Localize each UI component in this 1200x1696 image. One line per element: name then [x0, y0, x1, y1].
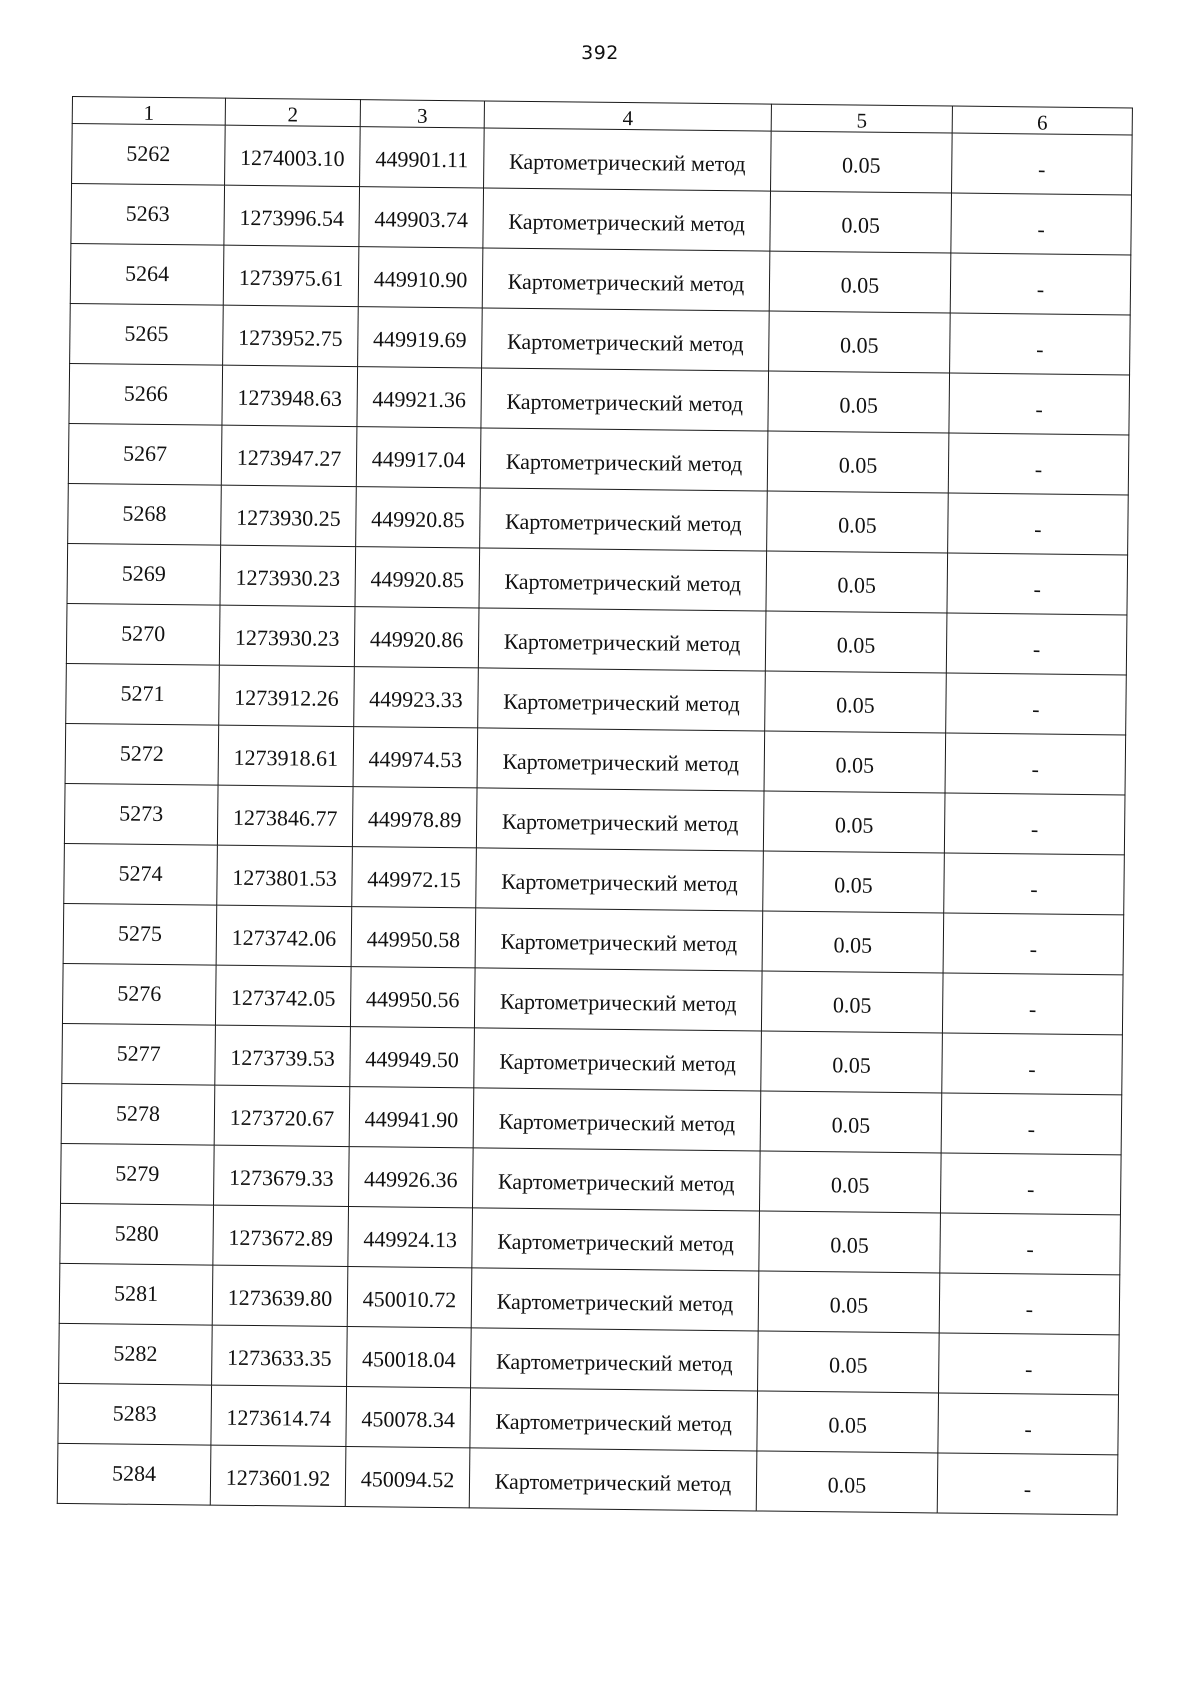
note-cell: -: [944, 793, 1125, 855]
method-cell: Картометрический метод: [478, 608, 766, 671]
y-coordinate-cell: 449901.11: [360, 127, 485, 188]
point-number-cell: 5273: [64, 783, 218, 845]
x-coordinate-cell: 1273739.53: [215, 1025, 351, 1086]
y-coordinate-cell: 449924.13: [348, 1207, 473, 1268]
point-number-cell: 5276: [62, 963, 216, 1025]
x-coordinate-cell: 1273633.35: [212, 1325, 348, 1386]
point-number-cell: 5264: [70, 243, 224, 305]
accuracy-cell: 0.05: [759, 1151, 941, 1213]
page-number: 392: [581, 42, 619, 64]
method-cell: Картометрический метод: [476, 788, 764, 851]
note-cell: -: [951, 193, 1132, 255]
method-cell: Картометрический метод: [483, 188, 771, 251]
method-cell: Картометрический метод: [482, 248, 770, 311]
note-cell: -: [946, 613, 1127, 675]
x-coordinate-cell: 1273679.33: [214, 1145, 350, 1206]
note-cell: -: [949, 373, 1130, 435]
note-cell: -: [940, 1153, 1121, 1215]
y-coordinate-cell: 449920.86: [354, 607, 479, 668]
method-cell: Картометрический метод: [470, 1388, 758, 1451]
x-coordinate-cell: 1273614.74: [211, 1385, 347, 1446]
coordinates-table: [57, 96, 1133, 1515]
method-cell: Картометрический метод: [473, 1088, 761, 1151]
note-cell: -: [945, 733, 1126, 795]
accuracy-cell: 0.05: [761, 1031, 943, 1093]
column-header-6: 6: [952, 106, 1132, 135]
note-cell: -: [948, 433, 1129, 495]
note-cell: -: [952, 133, 1133, 195]
point-number-cell: 5272: [65, 723, 219, 785]
accuracy-cell: 0.05: [765, 611, 947, 673]
x-coordinate-cell: 1273975.61: [223, 245, 359, 306]
column-header-2: 2: [225, 98, 360, 126]
x-coordinate-cell: 1273672.89: [213, 1205, 349, 1266]
accuracy-cell: 0.05: [769, 311, 951, 373]
method-cell: Картометрический метод: [472, 1208, 760, 1271]
y-coordinate-cell: 450010.72: [347, 1267, 472, 1328]
method-cell: Картометрический метод: [482, 308, 770, 371]
method-cell: Картометрический метод: [480, 428, 768, 491]
x-coordinate-cell: 1273948.63: [222, 365, 358, 426]
note-cell: -: [939, 1273, 1120, 1335]
accuracy-cell: 0.05: [756, 1451, 938, 1513]
note-cell: -: [950, 313, 1131, 375]
accuracy-cell: 0.05: [770, 191, 952, 253]
note-cell: -: [944, 853, 1125, 915]
accuracy-cell: 0.05: [757, 1391, 939, 1453]
y-coordinate-cell: 450018.04: [347, 1327, 472, 1388]
x-coordinate-cell: 1273846.77: [217, 785, 353, 846]
accuracy-cell: 0.05: [760, 1091, 942, 1153]
method-cell: Картометрический метод: [480, 488, 768, 551]
x-coordinate-cell: 1273930.23: [219, 605, 355, 666]
x-coordinate-cell: 1273742.06: [216, 905, 352, 966]
note-cell: -: [942, 973, 1123, 1035]
accuracy-cell: 0.05: [766, 551, 948, 613]
y-coordinate-cell: 449950.58: [351, 907, 476, 968]
method-cell: Картометрический метод: [474, 968, 762, 1031]
method-cell: Картометрический метод: [477, 728, 765, 791]
document-sheet: [57, 96, 1132, 1515]
y-coordinate-cell: 449903.74: [359, 187, 484, 248]
accuracy-cell: 0.05: [758, 1271, 940, 1333]
method-cell: Картометрический метод: [479, 548, 767, 611]
note-cell: -: [947, 553, 1128, 615]
note-cell: -: [937, 1453, 1118, 1515]
x-coordinate-cell: 1273930.25: [221, 485, 357, 546]
point-number-cell: 5284: [57, 1443, 211, 1505]
x-coordinate-cell: 1273742.05: [215, 965, 351, 1026]
method-cell: Картометрический метод: [478, 668, 766, 731]
point-number-cell: 5280: [60, 1203, 214, 1265]
column-header-5: 5: [771, 104, 952, 133]
y-coordinate-cell: 449920.85: [356, 487, 481, 548]
x-coordinate-cell: 1273918.61: [218, 725, 354, 786]
accuracy-cell: 0.05: [762, 911, 944, 973]
accuracy-cell: 0.05: [763, 851, 945, 913]
point-number-cell: 5267: [68, 423, 222, 485]
y-coordinate-cell: 449941.90: [349, 1087, 474, 1148]
point-number-cell: 5275: [63, 903, 217, 965]
point-number-cell: 5262: [72, 124, 226, 186]
accuracy-cell: 0.05: [767, 431, 949, 493]
y-coordinate-cell: 449923.33: [354, 667, 479, 728]
y-coordinate-cell: 449972.15: [352, 847, 477, 908]
point-number-cell: 5278: [61, 1083, 215, 1145]
method-cell: Картометрический метод: [476, 848, 764, 911]
y-coordinate-cell: 449920.85: [355, 547, 480, 608]
y-coordinate-cell: 450094.52: [345, 1447, 470, 1508]
y-coordinate-cell: 449910.90: [358, 247, 483, 308]
method-cell: Картометрический метод: [472, 1148, 760, 1211]
accuracy-cell: 0.05: [771, 131, 953, 193]
point-number-cell: 5266: [69, 363, 223, 425]
y-coordinate-cell: 449949.50: [350, 1027, 475, 1088]
accuracy-cell: 0.05: [765, 671, 947, 733]
x-coordinate-cell: 1273912.26: [219, 665, 355, 726]
accuracy-cell: 0.05: [763, 791, 945, 853]
note-cell: -: [950, 253, 1131, 315]
y-coordinate-cell: 449917.04: [356, 427, 481, 488]
accuracy-cell: 0.05: [764, 731, 946, 793]
point-number-cell: 5277: [62, 1023, 216, 1085]
column-header-4: 4: [484, 101, 771, 131]
point-number-cell: 5283: [58, 1383, 212, 1445]
note-cell: -: [942, 1033, 1123, 1095]
y-coordinate-cell: 449978.89: [352, 787, 477, 848]
method-cell: Картометрический метод: [469, 1448, 757, 1511]
x-coordinate-cell: 1273930.23: [220, 545, 356, 606]
table-row: [57, 1443, 1118, 1514]
y-coordinate-cell: 450078.34: [346, 1387, 471, 1448]
accuracy-cell: 0.05: [758, 1331, 940, 1393]
point-number-cell: 5263: [71, 184, 225, 246]
accuracy-cell: 0.05: [768, 371, 950, 433]
note-cell: -: [948, 493, 1129, 555]
y-coordinate-cell: 449921.36: [357, 367, 482, 428]
accuracy-cell: 0.05: [761, 971, 943, 1033]
x-coordinate-cell: 1273601.92: [210, 1445, 346, 1506]
note-cell: -: [943, 913, 1124, 975]
x-coordinate-cell: 1273801.53: [217, 845, 353, 906]
accuracy-cell: 0.05: [767, 491, 949, 553]
method-cell: Картометрический метод: [471, 1328, 759, 1391]
x-coordinate-cell: 1273720.67: [214, 1085, 350, 1146]
point-number-cell: 5270: [66, 603, 220, 665]
accuracy-cell: 0.05: [769, 251, 951, 313]
y-coordinate-cell: 449974.53: [353, 727, 478, 788]
note-cell: -: [946, 673, 1127, 735]
point-number-cell: 5274: [64, 843, 218, 905]
point-number-cell: 5279: [61, 1143, 215, 1205]
note-cell: -: [940, 1213, 1121, 1275]
method-cell: Картометрический метод: [481, 368, 769, 431]
y-coordinate-cell: 449919.69: [358, 307, 483, 368]
y-coordinate-cell: 449926.36: [348, 1147, 473, 1208]
method-cell: Картометрический метод: [474, 1028, 762, 1091]
column-header-3: 3: [360, 100, 484, 128]
method-cell: Картометрический метод: [475, 908, 763, 971]
point-number-cell: 5282: [59, 1323, 213, 1385]
column-header-1: 1: [72, 97, 225, 126]
method-cell: Картометрический метод: [471, 1268, 759, 1331]
y-coordinate-cell: 449950.56: [350, 967, 475, 1028]
point-number-cell: 5271: [66, 663, 220, 725]
method-cell: Картометрический метод: [484, 128, 772, 191]
point-number-cell: 5265: [70, 303, 224, 365]
note-cell: -: [941, 1093, 1122, 1155]
point-number-cell: 5281: [59, 1263, 213, 1325]
point-number-cell: 5268: [68, 483, 222, 545]
note-cell: -: [938, 1393, 1119, 1455]
x-coordinate-cell: 1273996.54: [224, 185, 360, 246]
x-coordinate-cell: 1273639.80: [212, 1265, 348, 1326]
accuracy-cell: 0.05: [759, 1211, 941, 1273]
note-cell: -: [939, 1333, 1120, 1395]
point-number-cell: 5269: [67, 543, 221, 605]
x-coordinate-cell: 1273952.75: [223, 305, 359, 366]
table-body: [57, 124, 1132, 1515]
x-coordinate-cell: 1274003.10: [225, 125, 361, 186]
x-coordinate-cell: 1273947.27: [221, 425, 357, 486]
